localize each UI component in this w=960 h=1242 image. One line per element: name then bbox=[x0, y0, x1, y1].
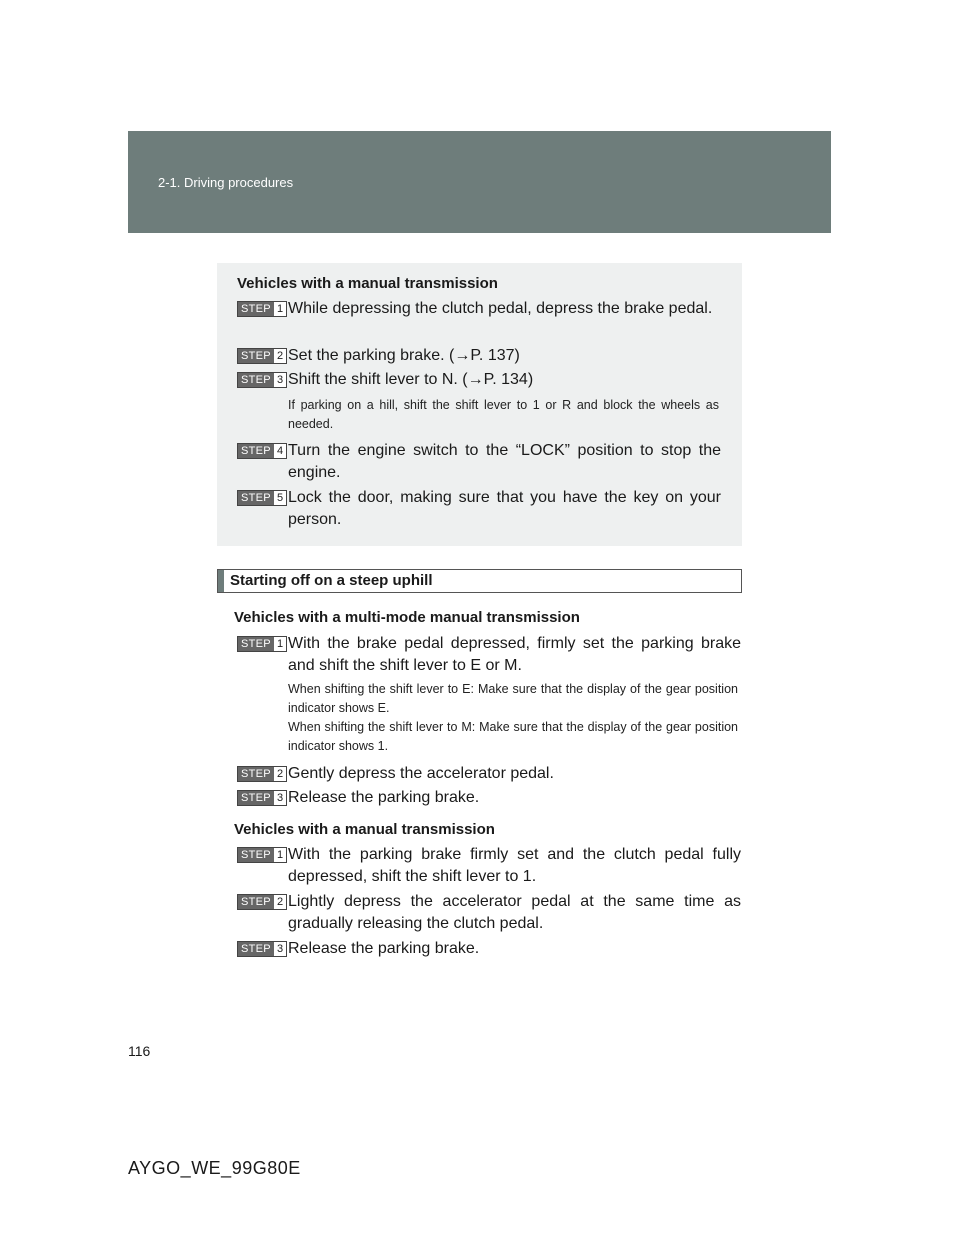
mt-step-2 bbox=[237, 891, 741, 935]
box-heading: Vehicles with a manual transmission bbox=[237, 275, 498, 292]
section-title: Starting off on a steep uphill bbox=[230, 572, 433, 589]
mmt-heading: Vehicles with a multi-mode manual transmission bbox=[234, 609, 580, 626]
box-step-3 bbox=[237, 369, 721, 391]
mmt-note-e: When shifting the shift lever to E: Make sure that the display of the gear position indicator shows E. bbox=[288, 682, 738, 715]
mmt-note-m: When shifting the shift lever to M: Make sure that the display of the gear position indicator shows 1. bbox=[288, 720, 738, 753]
box-step-5 bbox=[237, 487, 721, 531]
step-text: Lock the door, making sure that you have the key on your person. bbox=[288, 489, 721, 528]
step-badge: STEP 2 bbox=[237, 894, 287, 910]
step-text: Release the parking brake. bbox=[288, 940, 480, 957]
step-text: Shift the shift lever to N. (→P. 134) bbox=[288, 371, 534, 388]
step-text: Gently depress the accelerator pedal. bbox=[288, 765, 554, 782]
step-text: Lightly depress the accelerator pedal at the same time as gradually releasing the clutch pedal. bbox=[288, 893, 741, 932]
step-text: With the brake pedal depressed, firmly set the parking brake and shift the shift lever to E or M. bbox=[288, 635, 741, 674]
mmt-step-1 bbox=[237, 633, 741, 677]
section-accent bbox=[218, 570, 224, 592]
step-badge: STEP 5 bbox=[237, 490, 287, 506]
mt-step-1 bbox=[237, 844, 741, 888]
step-text: Release the parking brake. bbox=[288, 789, 480, 806]
box-step-2 bbox=[237, 345, 721, 367]
step-badge: STEP 4 bbox=[237, 443, 287, 459]
box-step-1 bbox=[237, 298, 721, 320]
step-text: Set the parking brake. (→P. 137) bbox=[288, 347, 520, 364]
step-badge: STEP 1 bbox=[237, 301, 287, 317]
box-step-4 bbox=[237, 440, 721, 484]
step-badge: STEP 2 bbox=[237, 348, 287, 364]
mmt-step-3 bbox=[237, 787, 741, 809]
step-badge: STEP 3 bbox=[237, 372, 287, 388]
step-badge: STEP 1 bbox=[237, 847, 287, 863]
step-badge: STEP 1 bbox=[237, 636, 287, 652]
chapter-header bbox=[128, 131, 831, 233]
step-text: While depressing the clutch pedal, depress the brake pedal. bbox=[288, 300, 713, 317]
step-text: Turn the engine switch to the “LOCK” position to stop the engine. bbox=[288, 442, 721, 481]
chapter-section-title: 2-1. Driving procedures bbox=[158, 175, 294, 190]
step-text: With the parking brake firmly set and the clutch pedal fully depressed, shift the shift lever to 1. bbox=[288, 846, 741, 885]
mt-heading: Vehicles with a manual transmission bbox=[234, 821, 495, 838]
section-title-bar bbox=[217, 569, 742, 593]
box-note: If parking on a hill, shift the shift lever to 1 or R and block the wheels as needed. bbox=[288, 398, 719, 431]
step-badge: STEP 2 bbox=[237, 766, 287, 782]
step-badge: STEP 3 bbox=[237, 790, 287, 806]
page-number: 116 bbox=[128, 1043, 151, 1059]
document-code: AYGO_WE_99G80E bbox=[128, 1158, 301, 1178]
step-badge: STEP 3 bbox=[237, 941, 287, 957]
mt-step-3 bbox=[237, 938, 741, 960]
mmt-step-2 bbox=[237, 763, 741, 785]
